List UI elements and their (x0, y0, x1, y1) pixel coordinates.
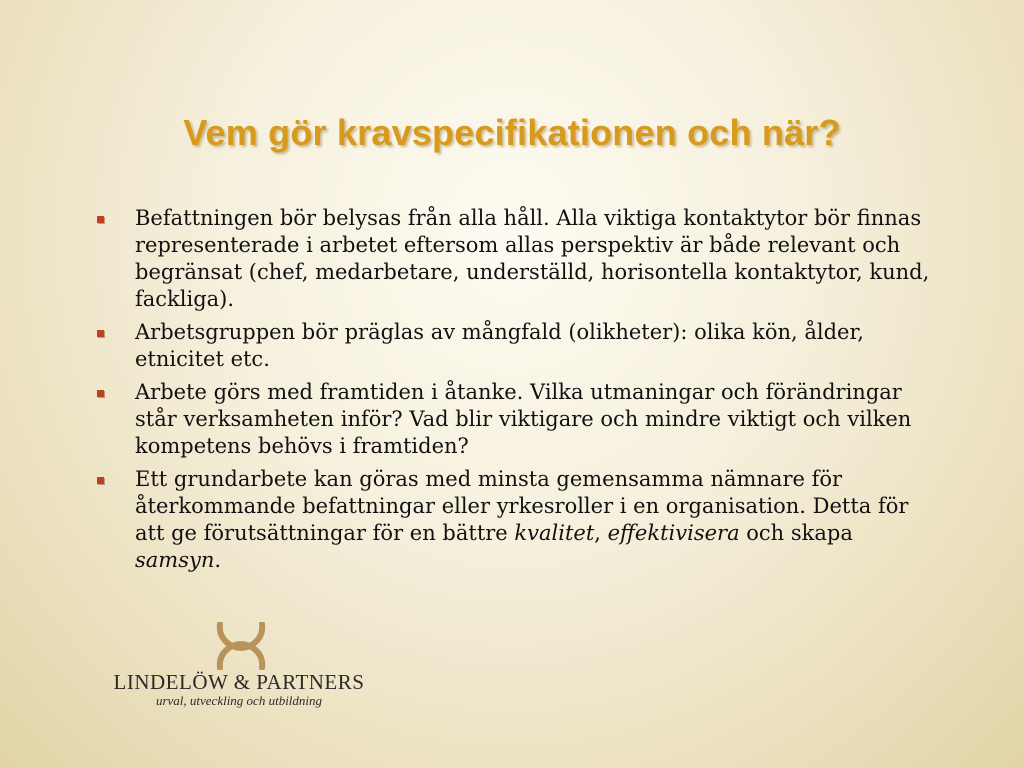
bullet-square-icon (97, 216, 104, 223)
bullet-item (95, 319, 935, 373)
bullet-list (95, 205, 935, 580)
bullet-square-icon (97, 330, 104, 337)
bullet-text: , (594, 521, 608, 545)
bullet-text: Ett grundarbete kan göras med minsta gemensamma nämnare för återkommande befattningar eller yrkesroller i en organisation. Detta för att ge förutsättningar för en bättre (135, 467, 909, 545)
bullet-text: . (214, 548, 222, 572)
logo-tagline: urval, utveckling och utbildning (155, 693, 323, 708)
bullet-emphasis: kvalitet (514, 521, 595, 545)
bullet-item (95, 379, 935, 460)
bullet-square-icon (97, 390, 104, 397)
company-logo (108, 622, 370, 712)
bullet-item (95, 205, 935, 313)
bullet-emphasis: samsyn (135, 548, 215, 572)
bullet-text: Arbetsgruppen bör präglas av mångfald (olikheter): olika kön, ålder, etnicitet etc. (135, 320, 864, 371)
bullet-square-icon (97, 477, 104, 484)
bullet-emphasis: effektivisera (607, 521, 740, 545)
bullet-text: Befattningen bör belysas från alla håll. Alla viktiga kontaktytor bör finnas representerade i arbetet eftersom allas perspektiv är både relevant och begränsat (chef, medarbetare, underställd, horisontella kontaktytor, kund, fackliga). (135, 206, 930, 311)
interlocking-arcs-logo-icon (214, 622, 268, 670)
logo-company-name: LINDELÖW & PARTNERS (113, 670, 365, 694)
slide-title: Vem gör kravspecifikationen och när? (183, 112, 841, 153)
bullet-text: och skapa (739, 521, 853, 545)
bullet-item (95, 466, 935, 574)
bullet-text: Arbete görs med framtiden i åtanke. Vilka utmaningar och förändringar står verksamheten inför? Vad blir viktigare och mindre viktigt och vilken kompetens behövs i framtiden? (135, 380, 912, 458)
